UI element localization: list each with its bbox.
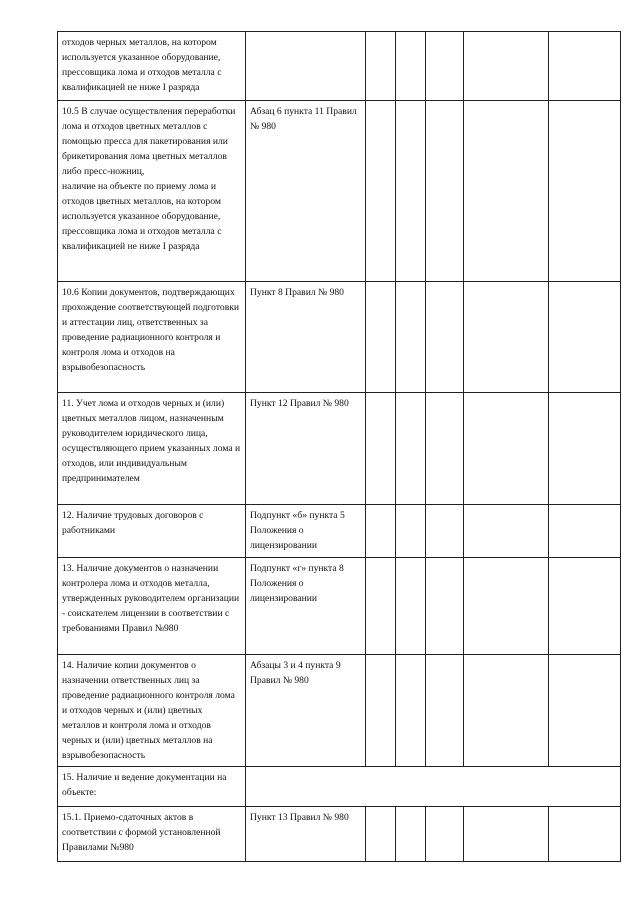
note-cell [549, 393, 621, 505]
note-cell [464, 655, 549, 767]
table-row [58, 807, 621, 862]
requirement-cell: 10.6 Копии документов, подтверждающих прохождение соответствующей подготовки и аттестации лиц, ответственных за проведение радиационного контроля и контроля лома и отходов на взрывобезопасность [58, 282, 246, 393]
mark-cell [426, 505, 464, 558]
mark-cell [396, 505, 426, 558]
mark-cell [366, 393, 396, 505]
mark-cell [396, 282, 426, 393]
table-row [58, 505, 621, 558]
checklist-table [57, 31, 621, 862]
mark-cell [426, 282, 464, 393]
mark-cell [396, 32, 426, 101]
mark-cell [426, 655, 464, 767]
table-row [58, 655, 621, 767]
mark-cell [426, 393, 464, 505]
table-row [58, 282, 621, 393]
requirement-cell: 10.5 В случае осуществления переработки лома и отходов цветных металлов с помощью пресса для пакетирования или брикетирования лома цветных металлов либо пресс-ножниц, наличие на объекте по приему лома и отходов цветных металлов, на котором используется указанное оборудование, прессовщика лома и отходов металла с квалификацией не ниже I разряда [58, 101, 246, 282]
table-row [58, 558, 621, 655]
mark-cell [366, 32, 396, 101]
reference-cell: Подпункт «г» пункта 8 Положения о лицензировании [246, 558, 366, 655]
mark-cell [426, 101, 464, 282]
note-cell [549, 505, 621, 558]
note-cell [464, 807, 549, 862]
requirement-cell: 15.1. Приемо-сдаточных актов в соответствии с формой установленной Правилами №980 [58, 807, 246, 862]
mark-cell [396, 655, 426, 767]
requirement-cell: отходов черных металлов, на котором используется указанное оборудование, прессовщика лома и отходов металла с квалификацией не ниже I разряда [58, 32, 246, 101]
table-row [58, 32, 621, 101]
table-row [58, 393, 621, 505]
requirement-cell: 12. Наличие трудовых договоров с работниками [58, 505, 246, 558]
reference-cell: Абзацы 3 и 4 пункта 9 Правил № 980 [246, 655, 366, 767]
note-cell [549, 32, 621, 101]
merged-cell [246, 767, 621, 807]
mark-cell [426, 807, 464, 862]
note-cell [464, 393, 549, 505]
mark-cell [426, 558, 464, 655]
section-heading-cell: 15. Наличие и ведение документации на объекте: [58, 767, 246, 807]
mark-cell [396, 101, 426, 282]
mark-cell [396, 393, 426, 505]
note-cell [464, 505, 549, 558]
mark-cell [366, 558, 396, 655]
table-row [58, 101, 621, 282]
note-cell [549, 558, 621, 655]
requirement-cell: 13. Наличие документов о назначении контролера лома и отходов металла, утвержденных руководителем организации - соискателем лицензии в соответствии с требованиями Правил №980 [58, 558, 246, 655]
table-row [58, 767, 621, 807]
reference-cell: Пункт 12 Правил № 980 [246, 393, 366, 505]
mark-cell [396, 807, 426, 862]
reference-cell [246, 32, 366, 101]
reference-cell: Пункт 13 Правил № 980 [246, 807, 366, 862]
note-cell [464, 101, 549, 282]
mark-cell [396, 558, 426, 655]
reference-cell: Пункт 8 Правил № 980 [246, 282, 366, 393]
note-cell [464, 282, 549, 393]
requirement-cell: 11. Учет лома и отходов черных и (или) цветных металлов лицом, назначенным руководителем юридического лица, осуществляющего прием указанных лома и отходов, или индивидуальным предпринимателем [58, 393, 246, 505]
note-cell [464, 32, 549, 101]
mark-cell [426, 32, 464, 101]
mark-cell [366, 655, 396, 767]
mark-cell [366, 101, 396, 282]
note-cell [464, 558, 549, 655]
mark-cell [366, 282, 396, 393]
mark-cell [366, 505, 396, 558]
note-cell [549, 282, 621, 393]
note-cell [549, 101, 621, 282]
note-cell [549, 655, 621, 767]
note-cell [549, 807, 621, 862]
reference-cell: Подпункт «б» пункта 5 Положения о лицензировании [246, 505, 366, 558]
reference-cell: Абзац 6 пункта 11 Правил № 980 [246, 101, 366, 282]
requirement-cell: 14. Наличие копии документов о назначении ответственных лиц за проведение радиационного контроля лома и отходов черных и (или) цветных металлов и контроля лома и отходов черных и (или) цветных металлов на взрывобезопасность [58, 655, 246, 767]
mark-cell [366, 807, 396, 862]
